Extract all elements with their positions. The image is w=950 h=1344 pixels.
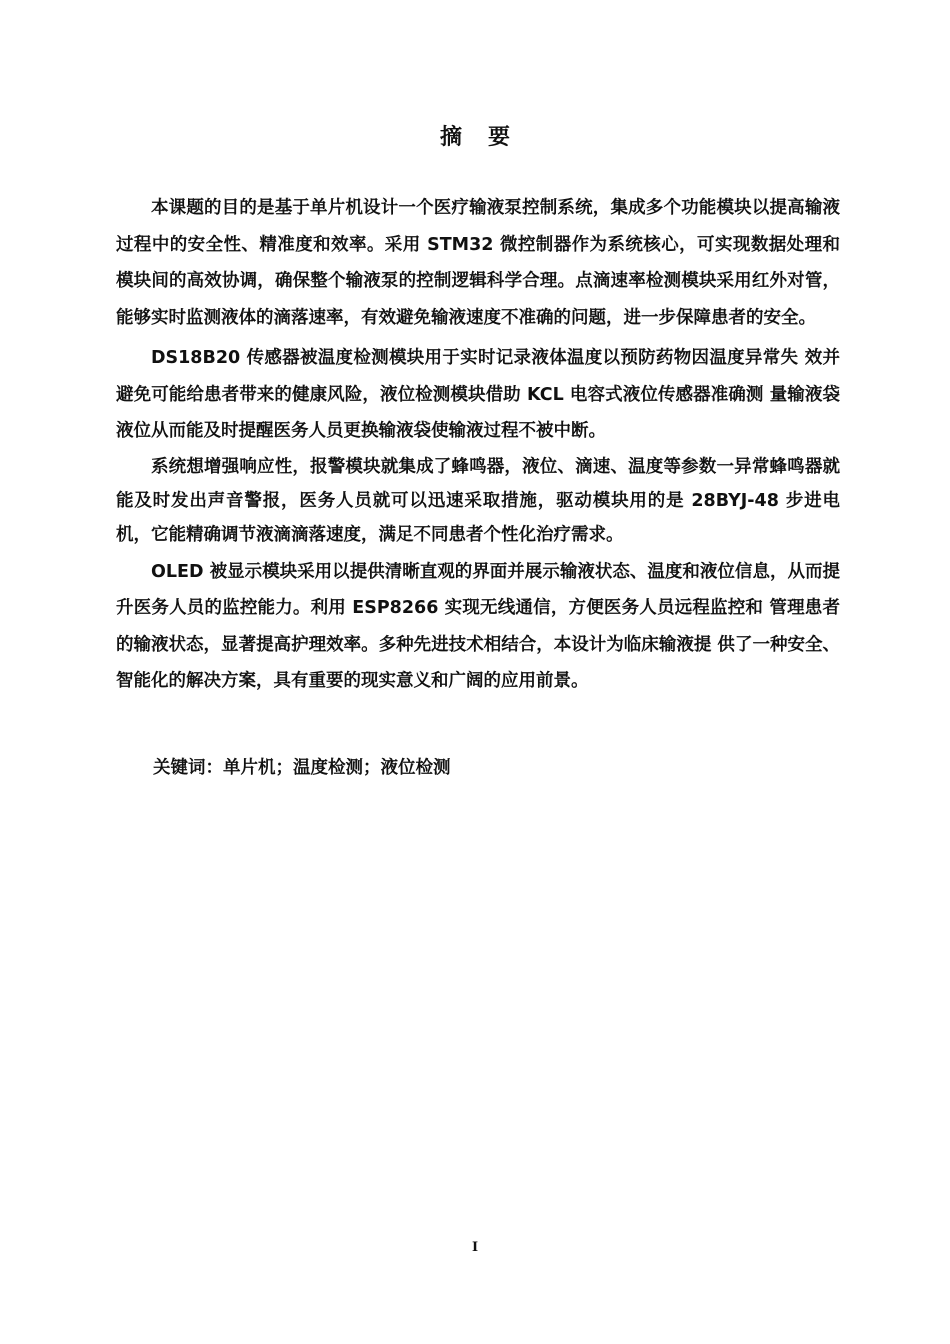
page-number: I	[471, 1240, 479, 1255]
keywords-label: 关键词：	[153, 758, 223, 778]
abstract-title: 摘要	[439, 125, 536, 150]
abstract-paragraph-4: OLED 被显示模块采用以提供清晰直观的界面并展示输液状态、温度和液位信息，从而提升医务人员的监控能力。利用 ESP8266 实现无线通信，方便医务人员远程监控和 管理患者的输液状态，显著提高护理效率。多种先进技术相结合，本设计为临床输液提 供了一种安全、智能化的解决方案，具有重要的现实意义和广阔的应用前景。	[116, 561, 840, 691]
abstract-paragraph-3: 系统想增强响应性，报警模块就集成了蜂鸣器，液位、滴速、温度等参数一异常蜂鸣器就能及时发出声音警报，医务人员就可以迅速采取措施，驱动模块用的是 28BYJ-48 步进电机，它能精确调节液滴滴落速度，满足不同患者个性化治疗需求。	[116, 456, 840, 545]
keyword-separator: ；	[363, 758, 381, 778]
keyword-term: 单片机	[223, 758, 276, 778]
abstract-paragraph-1: 本课题的目的是基于单片机设计一个医疗输液泵控制系统，集成多个功能模块以提高输液过程中的安全性、精准度和效率。采用 STM32 微控制器作为系统核心，可实现数据处理和模块间的高效协调，确保整个输液泵的控制逻辑科学合理。点滴速率检测模块采用红外对管，能够实时监测液体的滴落速率，有效避免输液速度不准确的问题，进一步保障患者的安全。	[116, 198, 840, 328]
abstract-body	[116, 190, 840, 700]
keyword-separator: ；	[275, 758, 293, 778]
abstract-paragraph-2: DS18B20 传感器被温度检测模块用于实时记录液体温度以预防药物因温度异常失 效并避免可能给患者带来的健康风险，液位检测模块借助 KCL 电容式液位传感器准确测 量输液袋液位从而能及时提醒医务人员更换输液袋使输液过程不被中断。	[116, 348, 840, 441]
keywords-line	[153, 754, 451, 782]
keyword-term: 温度检测	[293, 758, 363, 778]
keyword-term: 液位检测	[380, 758, 451, 778]
